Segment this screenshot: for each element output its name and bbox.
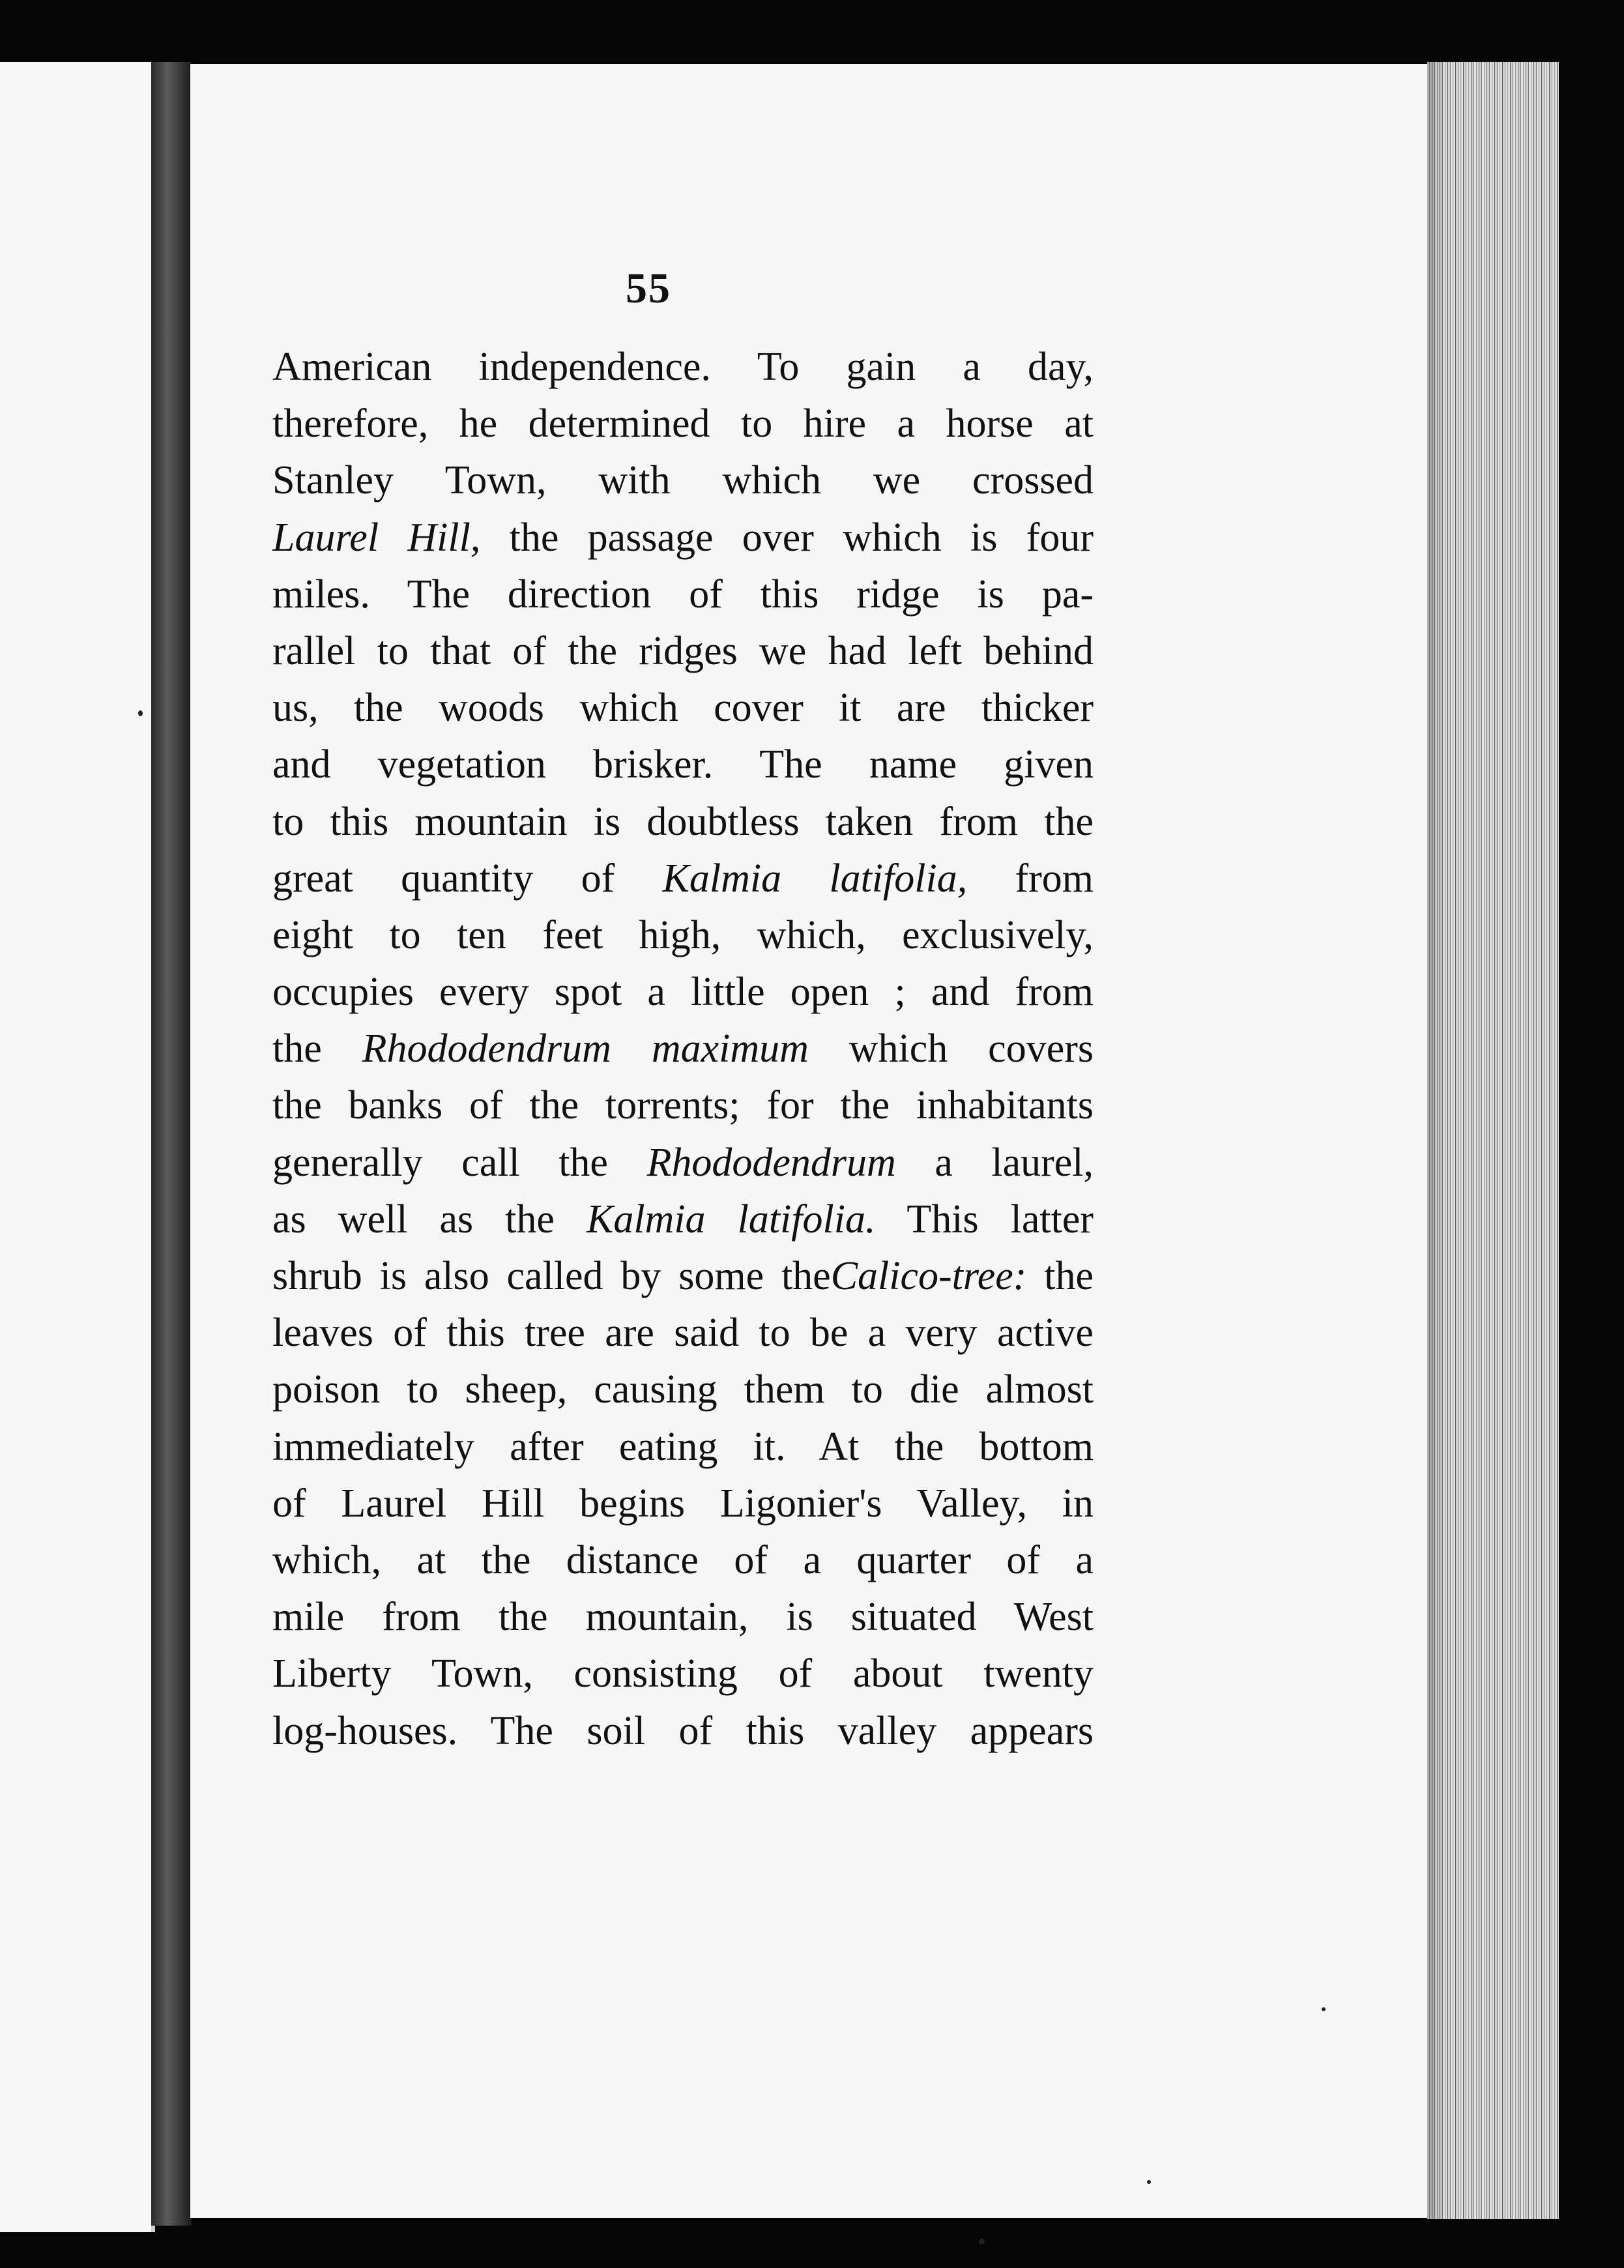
text-run: eight to ten feet high, which, exclusively, (272, 912, 1094, 957)
italic-text: Rhododendrum (646, 1140, 896, 1185)
page-fore-edge (1427, 62, 1559, 2219)
text-line (272, 1021, 1094, 1077)
text-run: the passage over which is four (480, 515, 1094, 560)
text-run: the (1026, 1254, 1094, 1298)
text-run: a laurel, (895, 1140, 1094, 1185)
text-line (272, 1419, 1094, 1476)
text-run: and vegetation brisker. The name given (272, 742, 1094, 787)
text-run: which covers (808, 1026, 1094, 1071)
italic-text: Kalmia latifolia, (662, 856, 968, 901)
text-run: shrub is also called by some the (272, 1254, 831, 1298)
text-run: occupies every spot a little open ; and from (272, 970, 1094, 1015)
text-line (272, 964, 1094, 1021)
text-run: great quantity of (272, 856, 663, 901)
text-line (272, 1248, 1094, 1305)
italic-text: Laurel Hill, (272, 515, 481, 560)
text-line (272, 1305, 1094, 1361)
text-run: as well as the (272, 1197, 587, 1242)
text-line (272, 1703, 1094, 1760)
text-run: Liberty Town, consisting of about twenty (272, 1651, 1094, 1696)
text-run: therefore, he determined to hire a horse at (272, 401, 1094, 446)
text-run: This latter (875, 1197, 1094, 1242)
text-line (272, 736, 1094, 793)
text-line (272, 907, 1094, 964)
text-line (272, 850, 1094, 907)
text-run: the banks of the torrents; for the inhabitants (272, 1083, 1094, 1128)
text-line (272, 794, 1094, 850)
page-number: 55 (626, 265, 671, 312)
text-run: the (272, 1026, 362, 1071)
text-line (272, 452, 1094, 509)
italic-text: Calico-tree: (830, 1254, 1027, 1298)
text-run: us, the woods which cover it are thicker (272, 686, 1094, 731)
text-run: Stanley Town, with which we crossed (272, 458, 1094, 503)
body-text (272, 339, 1094, 1760)
text-line (272, 1532, 1094, 1589)
text-run: which, at the distance of a quarter of a (272, 1537, 1094, 1582)
text-line (272, 623, 1094, 680)
italic-text: Rhododendrum maximum (362, 1026, 809, 1071)
text-run: from (967, 856, 1094, 901)
text-run: to this mountain is doubtless taken from the (272, 799, 1094, 844)
text-line (272, 1135, 1094, 1191)
text-run: American independence. To gain a day, (272, 345, 1094, 389)
text-line (272, 680, 1094, 736)
text-line (272, 1476, 1094, 1532)
text-line (272, 1191, 1094, 1248)
text-run: mile from the mountain, is situated West (272, 1595, 1094, 1640)
text-run: poison to sheep, causing them to die almost (272, 1367, 1094, 1412)
italic-text: Kalmia latifolia. (586, 1197, 876, 1242)
text-line (272, 510, 1094, 566)
text-line (272, 396, 1094, 452)
text-run: of Laurel Hill begins Ligonier's Valley, in (272, 1481, 1094, 1526)
text-run: rallel to that of the ridges we had left behind (272, 628, 1094, 673)
text-run: immediately after eating it. At the bottom (272, 1424, 1094, 1469)
text-line (272, 1589, 1094, 1646)
text-line (272, 1361, 1094, 1418)
text-run: log-houses. The soil of this valley appears (272, 1708, 1094, 1753)
text-run: generally call the (272, 1140, 647, 1185)
text-line (272, 339, 1094, 396)
text-run: leaves of this tree are said to be a very active (272, 1311, 1094, 1356)
text-line (272, 1646, 1094, 1702)
book-gutter (151, 62, 192, 2226)
fore-edge-shadow (1427, 62, 1447, 2219)
text-line (272, 1077, 1094, 1134)
previous-page-edge (0, 62, 155, 2232)
text-run: miles. The direction of this ridge is pa- (272, 572, 1094, 617)
text-line (272, 566, 1094, 623)
